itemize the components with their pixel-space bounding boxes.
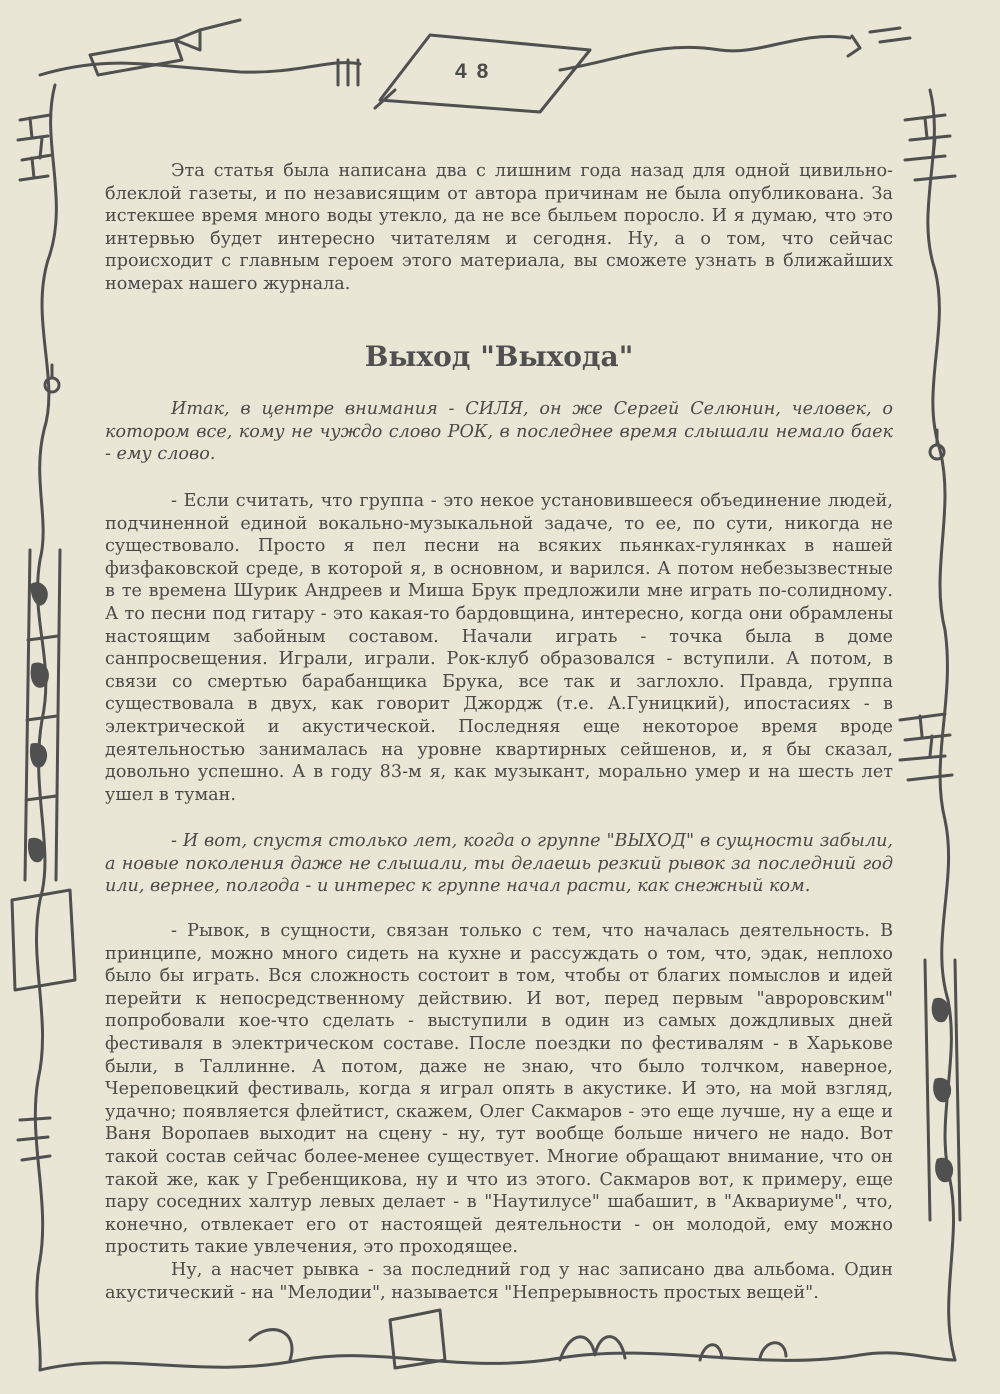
intro-paragraph [105,160,893,296]
question-1 [105,398,893,466]
article-title: Выход "Выхода" [364,340,634,373]
answer-2-text: - Рывок, в сущности, связан только с тем, что началась деятельность. В принципе, можно много сидеть на кухне и рассуждать о том, что, эдак, неплохо было бы играть. Вся сложность состоит в том, чтобы от благих помыслов и идей перейти к непосредственному действию. И вот, перед первым "авроровским" попробовали кое-что сделать - выступили в один из самых дождливых дней фестиваля в электрическом составе. После поездки по фестивалям - в Харькове были, в Таллинне. А потом, даже не знаю, что было толчком, наверное, Череповецкий фестиваль, когда я играл опять в акустике. И это, на мой взгляд, удачно; появляется флейтист, скажем, Олег Сакмаров - это еще лучше, ну а еще и Ваня Воропаев выходит на сцену - ну, тут вообще больше ничего не надо. Вот такой состав сейчас более-менее существует. Многие обращают внимание, что он такой же, как у Гребенщикова, ну и что из этого. Сакмаров вот, к примеру, еще пару соседних халтур левых делает - в "Наутилусе" шабашит, в "Аквариуме", что, конечно, отвлекает его от настоящей деятельности - он молодой, ему можно простить такие увлечения, это проходящее. [105,921,893,1258]
answer-1-text: - Если считать, что группа - это некое установившееся объединение людей, подчиненной единой вокально-музыкальной задаче, то ее, по сути, никогда не существовало. Просто я пел песни на всяких пьянках-гулянках в нашей физфаковской среде, в которой я, в основном, и варился. А потом небезызвестные в те времена Шурик Андреев и Миша Брук предложили мне играть по-солидному. А то песни под гитару - это какая-то бардовщина, интересно, когда они обрамлены настоящим забойным составом. Начали играть - точка была в доме санпросвещения. Играли, играли. Рок-клуб образовался - вступили. А потом, в связи со смертью барабанщика Брука, все так и заглохло. Правда, группа существовала в двух, как говорит Джордж (т.е. А.Гуницкий), ипостасиях - в электрической и акустической. Последняя еще некоторое время вроде деятельностью занималась на уровне квартирных сейшенов, и, я бы сказал, довольно успешно. А в году 83-м я, как музыкант, морально умер и на шесть лет ушел в туман. [105,491,893,805]
intro-text: Эта статья была написана два с лишним года назад для одной цивильно-блеклой газеты, и по независящим от автора причинам не была опубликована. За истекшее время много воды утекло, да не все быльем поросло. И я думаю, что это интервью будет интересно читателям и сегодня. Ну, а о том, что сейчас происходит с главным героем этого материала, вы сможете узнать в ближайших номерах нашего журнала. [105,161,893,294]
question-2 [105,830,893,898]
answer-1 [105,490,893,806]
question-1-text: Итак, в центре внимания - СИЛЯ, он же Сергей Селюнин, человек, о котором все, кому не чуждо слово РОК, в последнее время слышали немало баек - ему слово. [105,399,893,465]
answer-2-continued-text: Ну, а насчет рывка - за последний год у нас записано два альбома. Один акустический - на "Мелодии", называется "Непрерывность простых вещей". [105,1259,893,1303]
answer-2 [105,920,893,1304]
page-number: 48 [455,60,499,83]
question-2-text: - И вот, спустя столько лет, когда о группе "ВЫХОД" в сущности забыли, а новые поколения даже не слышали, ты делаешь резкий рывок за последний год или, вернее, полгода - и интерес к группе начал расти, как снежный ком. [105,831,893,897]
